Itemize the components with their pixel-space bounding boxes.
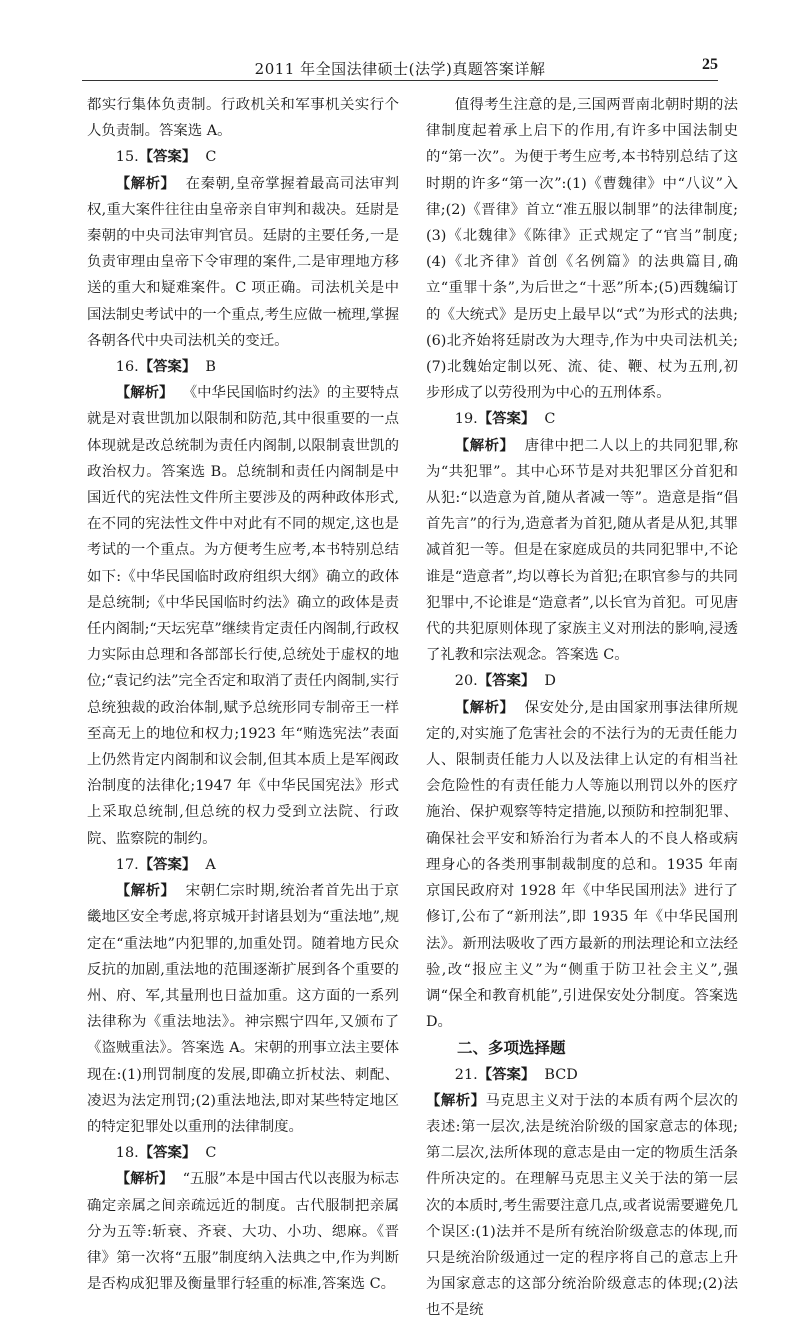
explanation-17 bbox=[87, 878, 399, 1140]
page-number: 25 bbox=[702, 56, 718, 73]
explanation-text: 保安处分,是由国家刑事法律所规定的,对实施了危害社会的不法行为的无责任能力人、限制责任能力人以及法律上认定的有相当社会危险性的有责任能力人等施以刑罚以外的医疗施治、保护观察等特定措施,以预防和控制犯罪、确保社会平安和矫治行为者本人的不良人格或病理身心的各类刑事制裁制度的总和。1935 年南京国民政府对 1928 年《中华民国刑法》进行了修订,公布了“新刑法”,即 1935 年《中华民国刑法》。新刑法吸收了西方最新的刑法理论和立法经验,改“报应主义”为“侧重于防卫社会主义”,强调“保全和教育机能”,引进保安处分制度。答案选 D。 bbox=[426, 699, 738, 1031]
paragraph: 都实行集体负责制。行政机关和军事机关实行个人负责制。答案选 A。 bbox=[87, 97, 399, 140]
summary-note: 值得考生注意的是,三国两晋南北朝时期的法律制度起着承上启下的作用,有许多中国法制史的“第一次”。为便于考生应考,本书特别总结了这时期的许多“第一次”:(1)《曹魏律》中“八议”入律;(2)《晋律》首立“准五服以制罪”的法律制度;(3)《北魏律》《陈律》正式规定了“官当”制度;(4)《北齐律》首创《名例篇》的法典篇目,确立“重罪十条”,为后世之“十恶”所本;(5)西魏编订的《大统式》是历史上最早以“式”为形式的法典;(6)北齐始将廷尉改为大理寺,作为中央司法机关;(7)北魏始定制以死、流、徒、鞭、杖为五刑,初步形成了以劳役刑为中心的五刑体系。 bbox=[426, 97, 738, 402]
explanation-text: 《中华民国临时约法》的主要特点就是对袁世凯加以限制和防范,其中很重要的一点体现就是改总统制为责任内阁制,以限制袁世凯的政治权力。答案选 B。总统制和责任内阁制是中国近代的宪法性文件所主要涉及的两种政体形式,在不同的宪法性文件中对此有不同的规定,这也是考试的一个重点。为方便考生应考,本书特别总结如下:《中华民国临时政府组织大纲》确立的政体是总统制;《中华民国临时约法》确立的政体是责任内阁制;“天坛宪草”继续肯定责任内阁制,行政权力实际由总理和各部部长行使,总统处于虚权的地位;“袁记约法”完全否定和取消了责任内阁制,实行总统独裁的政治体制,赋予总统形同专制帝王一样至高无上的地位和权力;1923 年“贿选宪法”表面上仍然肯定内阁制和议会制,但其本质上是军阀政治制度的法律化;1947 年《中华民国宪法》形式上采取总统制,但总统的权力受到立法院、行政院、监察院的制约。 bbox=[87, 385, 399, 847]
section-heading: 二、多项选择题 bbox=[457, 1039, 566, 1058]
explanation-19 bbox=[426, 433, 738, 669]
question-number: 20. bbox=[454, 673, 478, 690]
answer-value: C bbox=[544, 411, 556, 428]
answer-line-15 bbox=[87, 144, 399, 170]
running-header bbox=[82, 52, 718, 81]
answer-line-18 bbox=[87, 1140, 399, 1166]
explanation-label: 【解析】 bbox=[454, 436, 515, 454]
answer-value: BCD bbox=[544, 1066, 578, 1083]
explanation-16 bbox=[87, 380, 399, 852]
explanation-text: “五服”本是中国古代以丧服为标志确定亲属之间亲疏远近的制度。古代服制把亲属分为五等:斩衰、齐衰、大功、小功、缌麻。《晋律》第一次将“五服”制度纳入法典之中,作为判断是否构成犯罪及衡量罪行轻重的标准,答案选 C。 bbox=[87, 1171, 399, 1293]
explanation-label: 【解析】 bbox=[115, 882, 176, 900]
answer-label: 【答案】 bbox=[138, 1144, 197, 1162]
explanation-text: 宋朝仁宗时期,统治者首先出于京畿地区安全考虑,将京城开封诸县划为“重法地”,规定在“重法地”内犯罪的,加重处罚。随着地方民众反抗的加剧,重法地的范围逐渐扩展到各个重要的州、府、军,其量刑也日益加重。这方面的一系列法律称为《重法地法》。神宗熙宁四年,又颁布了《盗贼重法》。答案选 A。宋朝的刑事立法主要体现在:(1)刑罚制度的发展,即确立折杖法、刺配、凌迟为法定刑罚;(2)重法地法,即对某些特定地区的特定犯罪处以重刑的法律制度。 bbox=[87, 883, 399, 1135]
question-number: 18. bbox=[115, 1145, 139, 1162]
explanation-21 bbox=[426, 1088, 738, 1324]
answer-label: 【答案】 bbox=[477, 672, 536, 690]
explanation-15 bbox=[87, 171, 399, 354]
explanation-text: 马克思主义对于法的本质有两个层次的表述:第一层次,法是统治阶级的国家意志的体现;第二层次,法所体现的意志是由一定的物质生活条件所决定的。在理解马克思主义关于法的第一层次的本质时,考生需要注意几点,或者说需要避免几个误区:(1)法并不是所有统治阶级意志的体现,而只是统治阶级通过一定的程序将自己的意志上升为国家意志的这部分统治阶级意志的体现;(2)法也不是统 bbox=[426, 1092, 738, 1319]
explanation-label: 【解析】 bbox=[115, 1170, 174, 1188]
explanation-text: 唐律中把二人以上的共同犯罪,称为“共犯罪”。其中心环节是对共犯罪区分首犯和从犯:“以造意为首,随从者减一等”。造意是指“倡首先言”的行为,造意者为首犯,随从者是从犯,其罪减首犯一等。但是在家庭成员的共同犯罪中,不论谁是“造意者”,均以尊长为首犯;在职官参与的共同犯罪中,不论谁是“造意者”,以长官为首犯。可见唐代的共犯原则体现了家族主义对刑法的影响,浸透了礼教和宗法观念。答案选 C。 bbox=[426, 437, 738, 664]
explanation-20 bbox=[426, 695, 738, 1036]
explanation-18 bbox=[87, 1166, 399, 1297]
answer-line-16 bbox=[87, 354, 399, 380]
answer-line-19 bbox=[426, 406, 738, 432]
answer-line-21 bbox=[426, 1062, 738, 1088]
explanation-text: 在秦朝,皇帝掌握着最高司法审判权,重大案件往往由皇帝亲自审判和裁决。廷尉是秦朝的中央司法审判官员。廷尉的主要任务,一是负责审理由皇帝下令审理的案件,二是审理地方移送的重大和疑难案件。C 项正确。司法机关是中国法制史考试中的一个重点,考生应做一梳理,掌握各朝各代中央司法机关的变迁。 bbox=[87, 175, 399, 349]
explanation-label: 【解析】 bbox=[454, 698, 515, 716]
right-column bbox=[426, 92, 738, 1324]
answer-value: D bbox=[544, 673, 556, 690]
answer-value: C bbox=[205, 1145, 217, 1162]
explanation-label: 【解析】 bbox=[115, 174, 176, 192]
answer-value: C bbox=[205, 149, 217, 166]
answer-label: 【答案】 bbox=[477, 410, 536, 428]
answer-line-17 bbox=[87, 852, 399, 878]
explanation-label: 【解析】 bbox=[426, 1091, 486, 1109]
answer-value: B bbox=[205, 359, 216, 376]
answer-label: 【答案】 bbox=[138, 358, 197, 376]
answer-line-20 bbox=[426, 668, 738, 694]
question-number: 19. bbox=[454, 411, 478, 428]
question-number: 17. bbox=[115, 856, 139, 873]
answer-label: 【答案】 bbox=[138, 148, 197, 166]
header-title: 2011 年全国法律硕士(法学)真题答案详解 bbox=[254, 60, 546, 78]
left-column bbox=[87, 92, 399, 1297]
answer-label: 【答案】 bbox=[477, 1065, 536, 1083]
question-number: 15. bbox=[115, 149, 139, 166]
question-number: 21. bbox=[454, 1066, 478, 1083]
answer-value: A bbox=[205, 856, 216, 873]
answer-label: 【答案】 bbox=[138, 855, 197, 873]
explanation-label: 【解析】 bbox=[115, 384, 174, 402]
question-number: 16. bbox=[115, 359, 139, 376]
